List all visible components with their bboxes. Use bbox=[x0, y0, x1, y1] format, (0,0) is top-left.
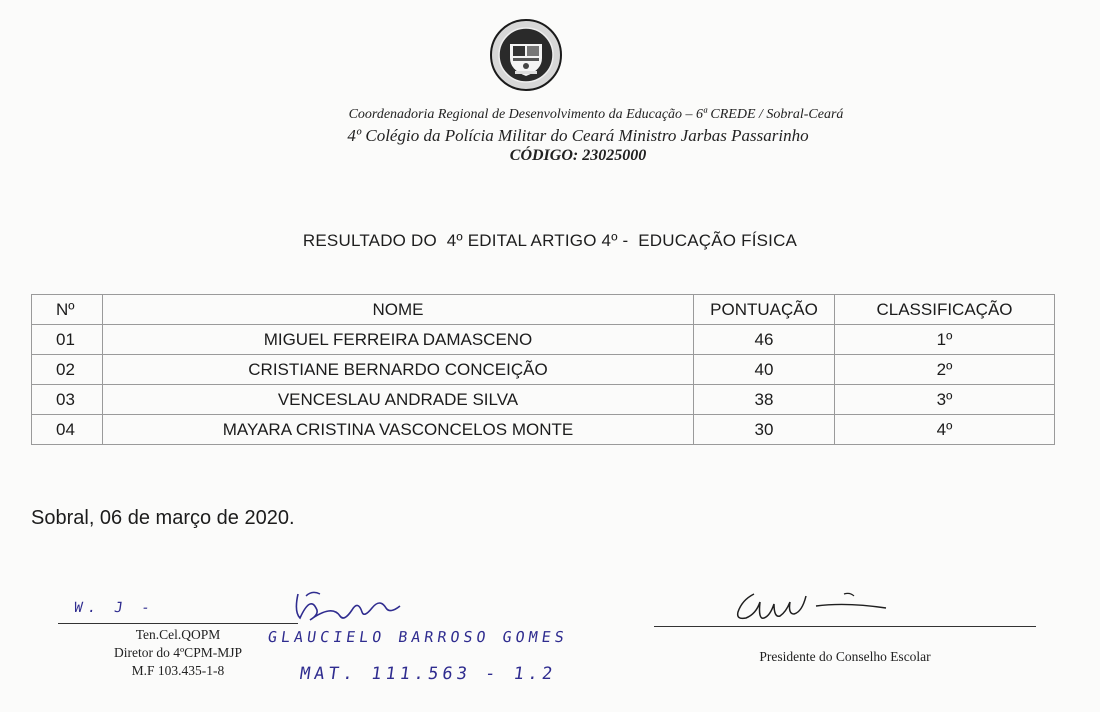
col-header-score: PONTUAÇÃO bbox=[694, 295, 835, 325]
table-row bbox=[32, 415, 1055, 445]
document-title: RESULTADO DO 4º EDITAL ARTIGO 4º - EDUCAÇÃO FÍSICA bbox=[302, 231, 798, 250]
signature-president bbox=[724, 584, 904, 628]
president-role: Presidente do Conselho Escolar bbox=[759, 649, 931, 664]
signature-director bbox=[286, 586, 436, 626]
results-table bbox=[31, 294, 1055, 445]
left-signature-caption bbox=[98, 626, 258, 680]
cell-score: 38 bbox=[694, 385, 835, 415]
cell-name: MIGUEL FERREIRA DAMASCENO bbox=[103, 325, 694, 355]
table-header-row bbox=[32, 295, 1055, 325]
cell-number: 04 bbox=[32, 415, 103, 445]
handwritten-initials: W. J - bbox=[72, 600, 156, 616]
cell-rank: 1º bbox=[835, 325, 1055, 355]
director-rank: Ten.Cel.QOPM bbox=[135, 627, 221, 642]
cell-name: VENCESLAU ANDRADE SILVA bbox=[103, 385, 694, 415]
cell-number: 02 bbox=[32, 355, 103, 385]
header-code: CÓDIGO: 23025000 bbox=[509, 147, 647, 164]
institution-seal-icon bbox=[489, 18, 563, 92]
header-line-2: 4º Colégio da Polícia Militar do Ceará Ministro Jarbas Passarinho bbox=[347, 126, 809, 145]
signature-line-left bbox=[58, 623, 298, 624]
director-id: M.F 103.435-1-8 bbox=[131, 663, 225, 678]
cell-score: 40 bbox=[694, 355, 835, 385]
col-header-number: Nº bbox=[32, 295, 103, 325]
cell-rank: 3º bbox=[835, 385, 1055, 415]
col-header-rank: CLASSIFICAÇÃO bbox=[835, 295, 1055, 325]
table-row bbox=[32, 355, 1055, 385]
cell-number: 01 bbox=[32, 325, 103, 355]
cell-number: 03 bbox=[32, 385, 103, 415]
signature-line-right bbox=[654, 626, 1036, 627]
cell-rank: 2º bbox=[835, 355, 1055, 385]
cell-rank: 4º bbox=[835, 415, 1055, 445]
director-role: Diretor do 4ºCPM-MJP bbox=[114, 645, 242, 660]
handwritten-name: GLAUCIELO BARROSO GOMES bbox=[266, 628, 569, 646]
cell-name: MAYARA CRISTINA VASCONCELOS MONTE bbox=[103, 415, 694, 445]
cell-score: 30 bbox=[694, 415, 835, 445]
cell-name: CRISTIANE BERNARDO CONCEIÇÃO bbox=[103, 355, 694, 385]
header-line-1: Coordenadoria Regional de Desenvolvimento da Educação – 6ª CREDE / Sobral-Ceará bbox=[348, 107, 844, 122]
col-header-name: NOME bbox=[103, 295, 694, 325]
date-line: Sobral, 06 de março de 2020. bbox=[31, 507, 295, 529]
table-row bbox=[32, 385, 1055, 415]
cell-score: 46 bbox=[694, 325, 835, 355]
handwritten-registration: MAT. 111.563 - 1.2 bbox=[298, 664, 558, 684]
table-row bbox=[32, 325, 1055, 355]
